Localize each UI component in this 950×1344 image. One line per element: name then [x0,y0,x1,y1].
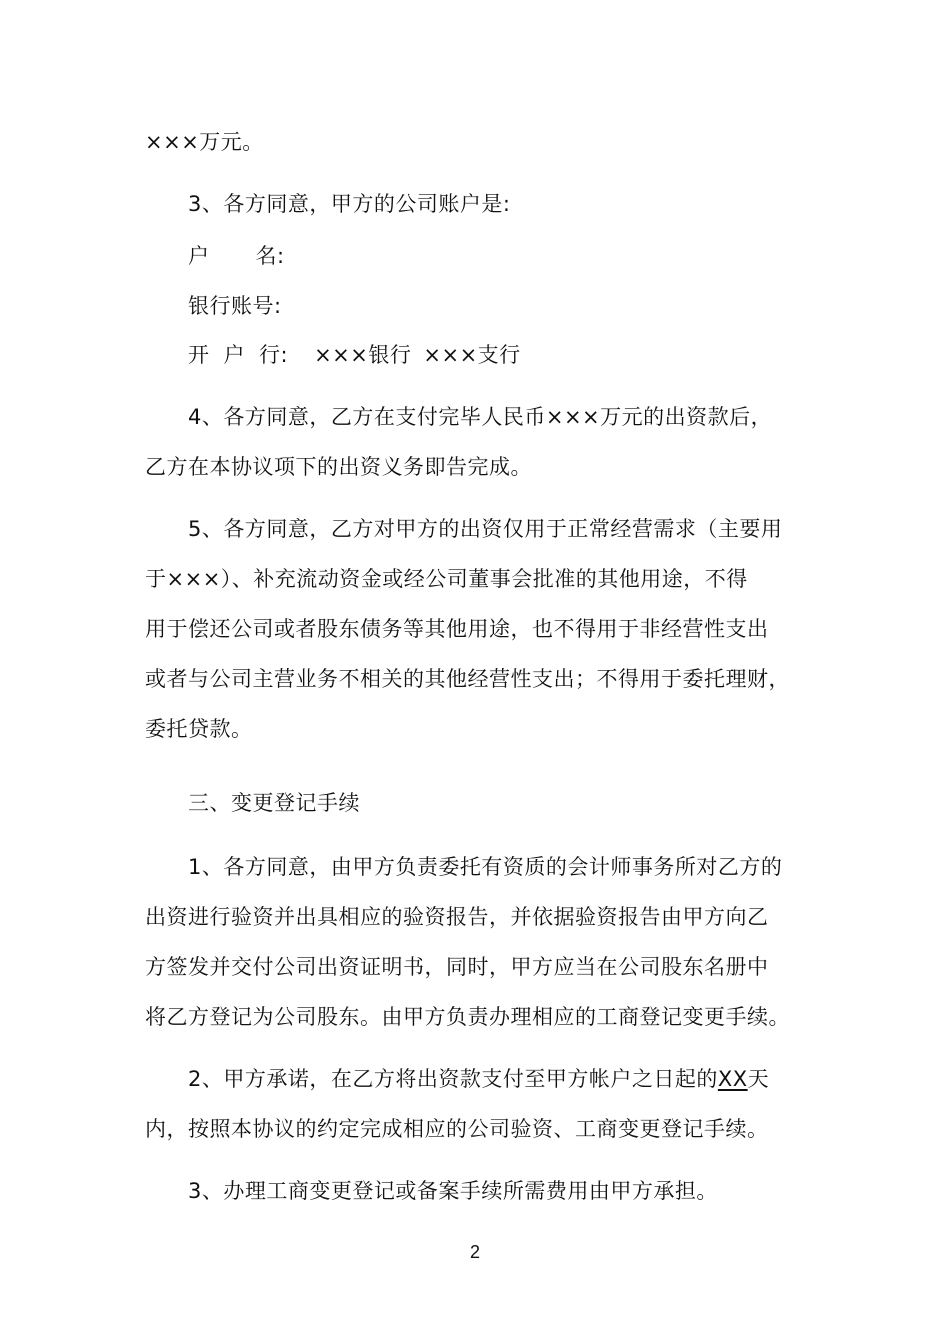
account-name-label [188,242,285,270]
section-3-heading: 三、变更登记手续 [188,791,360,815]
clause-5-line-3: 用于偿还公司或者股东债务等其他用途，也不得用于非经营性支出 [145,617,769,641]
s3-clause-3-line-1: 3、办理工商变更登记或备案手续所需费用由甲方承担。 [188,1179,718,1203]
clause-5-line-4: 或者与公司主营业务不相关的其他经营性支出；不得用于委托理财， [145,667,790,691]
clause-5-line-5: 委托贷款。 [145,717,253,741]
bank-account-label: 银行账号: [188,294,282,318]
bank-name: ×××银行 [314,343,412,367]
s3-clause-2-line-1 [188,1065,769,1093]
s3-clause-1-line-3: 方签发并交付公司出资证明书，同时，甲方应当在公司股东名册中 [145,955,769,979]
label-char: 名: [255,244,285,268]
clause-4-line-2: 乙方在本协议项下的出资义务即告完成。 [145,455,532,479]
label-char: 开 [188,343,210,367]
s3-clause-1-line-4: 将乙方登记为公司股东。由甲方负责办理相应的工商登记变更手续。 [145,1005,790,1029]
clause-4-line-1: 4、各方同意，乙方在支付完毕人民币×××万元的出资款后， [188,405,773,429]
clause-3-heading: 3、各方同意，甲方的公司账户是: [188,192,511,216]
s3-clause-1-line-2: 出资进行验资并出具相应的验资报告，并依据验资报告由甲方向乙 [145,905,769,929]
s3-clause-2-line-2: 内，按照本协议的约定完成相应的公司验资、工商变更登记手续。 [145,1117,769,1141]
clause-5-line-2: 于×××）、补充流动资金或经公司董事会批准的其他用途，不得 [145,567,748,591]
clause-5-line-1: 5、各方同意，乙方对甲方的出资仅用于正常经营需求（主要用 [188,517,783,541]
label-char: 户 [188,244,210,268]
label-char: 户 [223,343,245,367]
s3-clause-1-line-1: 1、各方同意，由甲方负责委托有资质的会计师事务所对乙方的 [188,855,783,879]
page-number: 2 [469,1242,480,1262]
clause-text: 2、甲方承诺，在乙方将出资款支付至甲方帐户之日起的 [188,1067,718,1091]
days-placeholder: XX [717,1067,748,1091]
branch-name: ×××支行 [423,343,521,367]
opening-bank-line [188,341,521,369]
label-char: 行: [259,343,289,367]
text-line: ×××万元。 [145,130,264,154]
clause-text: 天 [747,1067,770,1091]
